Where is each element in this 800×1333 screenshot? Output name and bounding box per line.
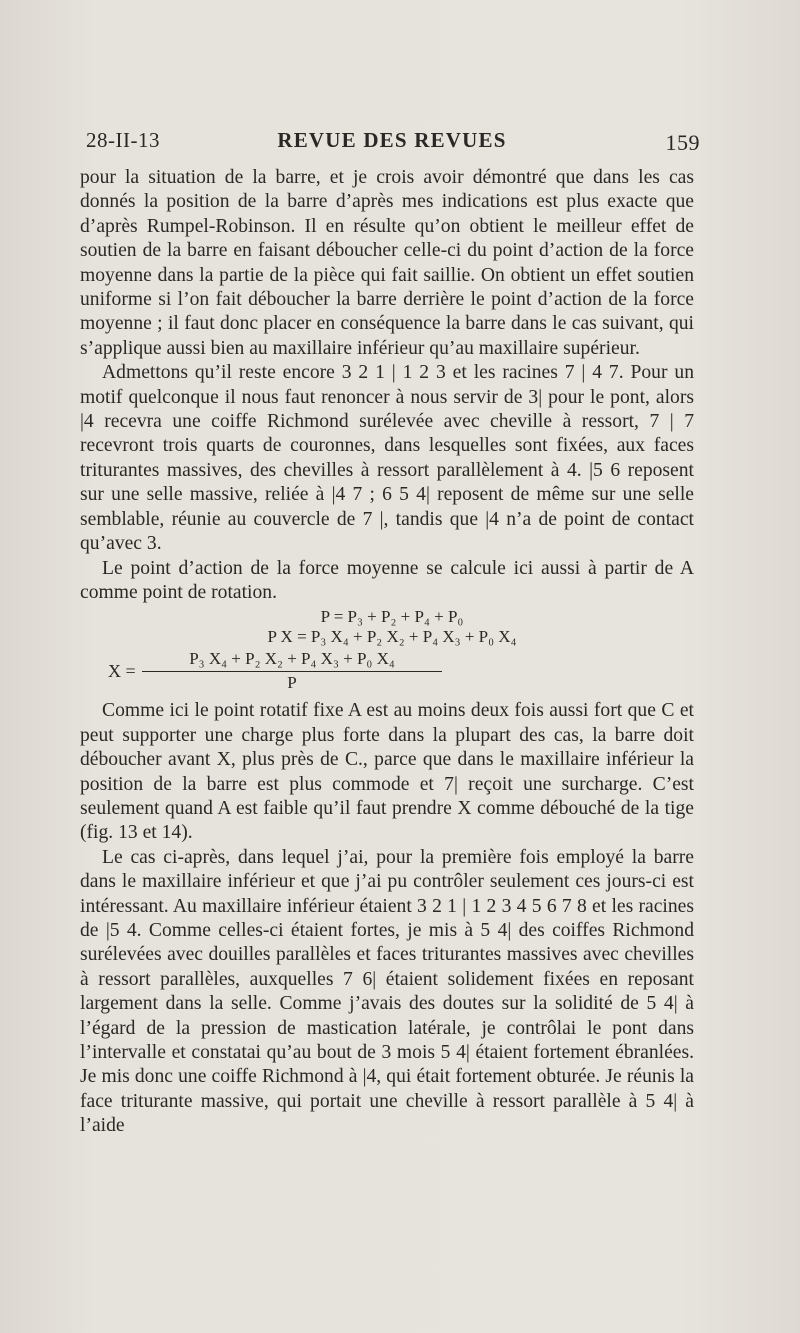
page-number: 159: [665, 130, 700, 155]
paragraph-1: pour la situation de la barre, et je crois avoir démontré que dans les cas donnés la position de la barre d’après mes indications est plus exacte que d’après Rumpel-Robinson. Il en résulte qu’on obtient le meilleur effet de soutien de la barre en faisant déboucher celle-ci du point d’action de la force moyenne dans la partie de la pièce qui fait saillie. On obtient un effet soutien uniforme si l’on fait déboucher la barre derrière le point d’action de la force moyenne ; il faut donc placer en conséquence la barre dans le cas suivant, qui s’applique aussi bien au maxillaire inférieur qu’au maxillaire supérieur.: [80, 167, 694, 359]
formula-numerator: P₃ X₄ + P₂ X₂ + P₄ X₃ + P₀ X₄: [142, 649, 442, 672]
paragraph-4: Comme ici le point rotatif fixe A est au moins deux fois aussi fort que C et peut supporter une charge plus forte dans la plupart des cas, la barre doit déboucher avant X, plus près de C., parce que dans le maxillaire inférieur la position de la barre est plus commode et 7| reçoit une surcharge. C’est seulement quand A est faible qu’il faut prendre X comme débouché de la tige (fig. 13 et 14).: [80, 700, 694, 844]
formula-fraction: [80, 647, 694, 691]
formula-block: [80, 607, 694, 691]
formula-denominator: P: [287, 673, 297, 693]
paragraph-5: Le cas ci-après, dans lequel j’ai, pour la première fois employé la barre dans le maxillaire inférieur et que j’ai pu contrôler seulement ces jours-ci est intéressant. Au maxillaire inférieur étaient 3 2 1 | 1 2 3 4 5 6 7 8 et les racines de |5 4. Comme celles-ci étaient fortes, je mis à 5 4| des coiffes Richmond surélevées avec douilles parallèles et faces triturantes massives avec chevilles à ressort parallèles, auxquelles 7 6| étaient solidement fixées en reposant largement dans la selle. Comme j’avais des doutes sur la solidité de 5 4| à l’égard de la pression de mastication latérale, je contrôlai le pont dans l’intervalle et constatai qu’au bout de 3 mois 5 4| étaient fortement ébranlées. Je mis donc une coiffe Richmond à |4, qui était fortement obturée. Je réunis la face triturante massive, qui portait une cheville à ressort parallèle à 5 4| à l’aide: [80, 846, 694, 1137]
formula-x-label: X =: [108, 661, 136, 682]
header-journal-title: REVUE DES REVUES: [277, 128, 507, 152]
paragraph-2: Admettons qu’il reste encore 3 2 1 | 1 2 3 et les racines 7 | 4 7. Pour un motif quelconque il nous faut renoncer à nous servir de 3| pour le pont, alors |4 recevra une coiffe Richmond surélevée avec cheville à ressort, 7 | 7 recevront trois quarts de couronnes, dans lesquelles sont fixées, aux faces triturantes massives, des chevilles à ressort parallèlement à 4. |5 6 reposent sur une selle massive, reliée à |4 7 ; 6 5 4| reposent de même sur une selle semblable, réunie au couvercle de 7 |, tandis que |4 n’a de point de contact qu’avec 3.: [80, 362, 694, 555]
header-date: 28-II-13: [86, 128, 160, 152]
running-header: [82, 128, 702, 158]
formula-line-1: P = P₃ + P₂ + P₄ + P₀: [320, 607, 464, 627]
formula-line-2: P X = P₃ X₄ + P₂ X₂ + P₄ X₃ + P₀ X₄: [267, 627, 517, 647]
body-text: [80, 166, 694, 1139]
paragraph-3: Le point d’action de la force moyenne se calcule ici aussi à partir de A comme point de rotation.: [80, 557, 694, 603]
